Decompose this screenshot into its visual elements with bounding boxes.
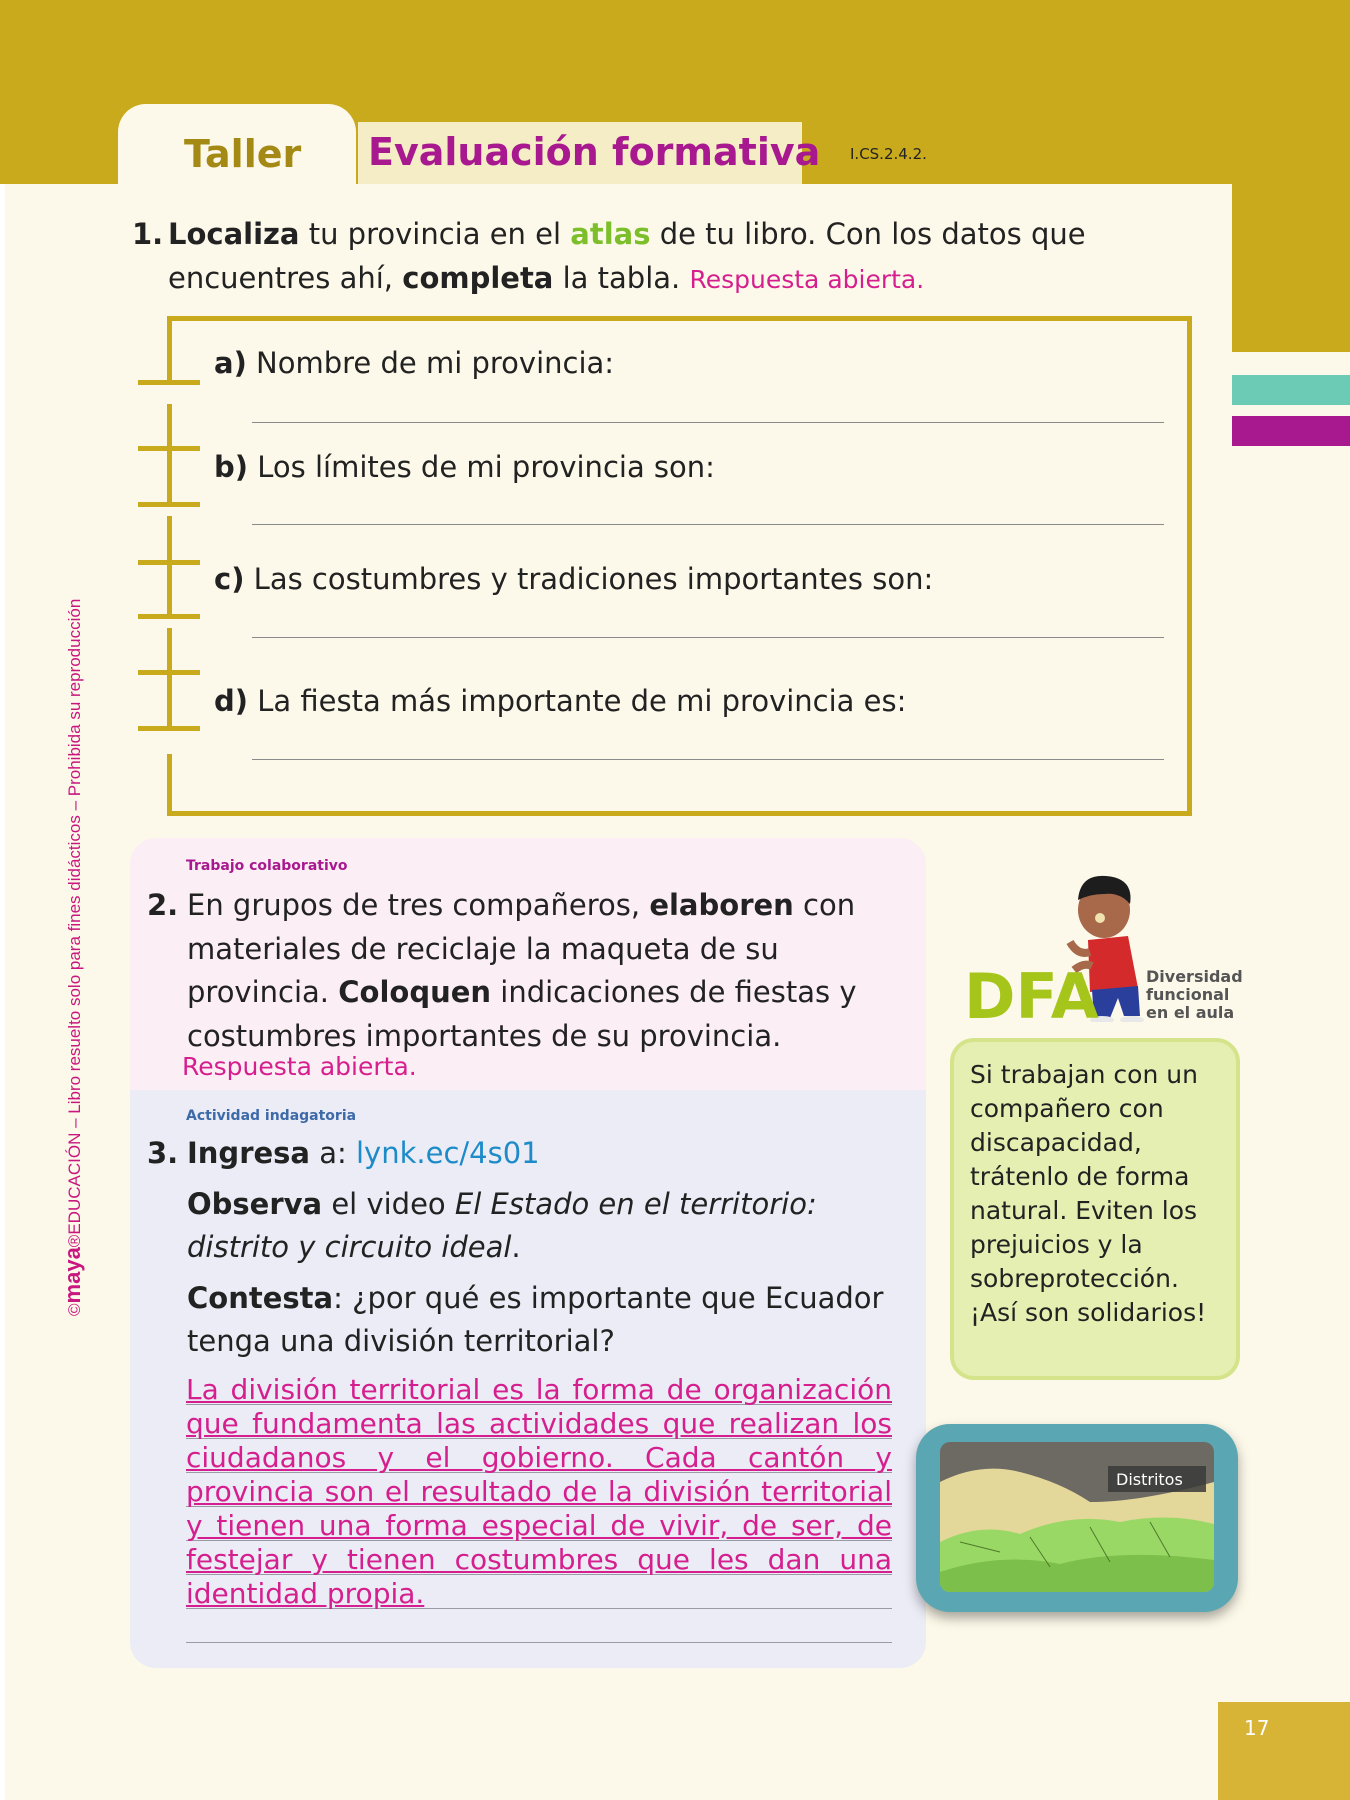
inquiry-label: Actividad indagatoria bbox=[186, 1108, 357, 1124]
child-shoe bbox=[1120, 1016, 1144, 1022]
indicator-code: I.CS.2.4.2. bbox=[850, 145, 927, 163]
binder-ring bbox=[138, 670, 200, 675]
dfa-tip-text: Si trabajan con un compañero con discapacidad, trátenlo de forma natural. Eviten los prejuicios y la sobreprotección. ¡Así son solidarios! bbox=[970, 1060, 1207, 1327]
q1-text-2: de tu libro. Con los datos que encuentres ahí, bbox=[168, 217, 1086, 295]
binder-ring bbox=[167, 628, 172, 726]
video-caption: Distritos bbox=[1116, 1470, 1183, 1489]
tab-taller bbox=[118, 104, 356, 184]
teal-stripe bbox=[1232, 375, 1350, 405]
item-text: Las costumbres y tradiciones importantes son: bbox=[253, 562, 934, 596]
q3-verb-observa: Observa bbox=[187, 1187, 323, 1221]
copyright-text: EDUCACIÓN – Libro resuelto solo para fines didácticos – Prohibida su reproducción bbox=[65, 598, 84, 1235]
tab-evaluacion-label: Evaluación formativa bbox=[368, 130, 821, 174]
video-title: El Estado en el territorio: distrito y circuito ideal bbox=[187, 1187, 817, 1264]
right-band bbox=[1232, 0, 1350, 352]
video-thumbnail[interactable] bbox=[916, 1424, 1238, 1612]
dfa-logo: DFA bbox=[964, 960, 1099, 1033]
q1-text-3: la tabla. bbox=[553, 261, 690, 295]
q2-text: En grupos de tres compañeros, bbox=[187, 888, 650, 922]
table-item-c bbox=[214, 562, 933, 596]
binder-ring bbox=[167, 316, 172, 380]
q1-atlas: atlas bbox=[570, 217, 651, 251]
item-text: Nombre de mi provincia: bbox=[256, 346, 615, 380]
binder-ring bbox=[167, 404, 172, 502]
page-edge bbox=[0, 0, 5, 1800]
binder-ring bbox=[138, 502, 200, 507]
child-arm bbox=[1070, 942, 1090, 953]
tab-taller-label: Taller bbox=[184, 132, 302, 176]
q2-verb-elaboren: elaboren bbox=[649, 888, 794, 922]
q2-verb-coloquen: Coloquen bbox=[338, 975, 492, 1009]
binder-ring bbox=[138, 726, 200, 731]
q1-answer: Respuesta abierta. bbox=[689, 265, 925, 294]
q2-text-3: indicaciones de fiestas y costumbres importantes de su provincia. bbox=[187, 975, 857, 1053]
dfa-subtitle bbox=[1146, 968, 1243, 1022]
q2-text-2: con materiales de reciclaje la maqueta de su provincia. bbox=[187, 888, 856, 1009]
answer-line[interactable] bbox=[252, 524, 1164, 525]
binder-ring bbox=[138, 446, 200, 451]
question-3 bbox=[147, 1132, 917, 1363]
collaborative-label: Trabajo colaborativo bbox=[186, 858, 348, 874]
item-letter: a) bbox=[214, 346, 247, 380]
hearing-aid-icon bbox=[1095, 913, 1105, 923]
table-item-d bbox=[214, 684, 906, 718]
dfa-tip-box bbox=[950, 1038, 1240, 1380]
q3-question: : ¿por qué es importante que Ecuador tenga una división territorial? bbox=[187, 1281, 884, 1358]
q3-text-period: . bbox=[511, 1230, 521, 1264]
video-screen bbox=[940, 1442, 1214, 1592]
item-text: La fiesta más importante de mi provincia es: bbox=[257, 684, 907, 718]
q3-verb-ingresa: Ingresa bbox=[187, 1136, 310, 1170]
q3-verb-contesta: Contesta bbox=[187, 1281, 334, 1315]
binder-ring bbox=[167, 516, 172, 614]
item-letter: d) bbox=[214, 684, 249, 718]
magenta-stripe bbox=[1232, 416, 1350, 446]
item-text: Los límites de mi provincia son: bbox=[257, 450, 715, 484]
q3-answer: La división territorial es la forma de organización que fundamenta las actividades que realizan los ciudadanos y el gobierno. Cada cantón y provincia son el resultado de la división territorial y tienen una forma especial de vivir, de ser, de festejar y tienen costumbres que les dan una identidad propia. bbox=[186, 1373, 892, 1610]
answer-line[interactable] bbox=[252, 759, 1164, 760]
question-2 bbox=[147, 884, 907, 1058]
dfa-subtitle-2: funcional bbox=[1146, 985, 1230, 1004]
q2-answer: Respuesta abierta. bbox=[182, 1052, 417, 1081]
table-item-b bbox=[214, 450, 715, 484]
q3-text-2: el video bbox=[322, 1187, 455, 1221]
item-letter: c) bbox=[214, 562, 245, 596]
answer-line[interactable] bbox=[252, 422, 1164, 423]
dfa-subtitle-3: en el aula bbox=[1146, 1003, 1235, 1022]
binder-ring bbox=[138, 380, 200, 385]
tab-evaluacion bbox=[358, 122, 821, 184]
q3-number: 3. bbox=[147, 1136, 179, 1170]
table-item-a bbox=[214, 346, 614, 380]
item-letter: b) bbox=[214, 450, 249, 484]
answer-line[interactable] bbox=[252, 637, 1164, 638]
binder-ring bbox=[138, 560, 200, 565]
q1-verb-localiza: Localiza bbox=[168, 217, 300, 251]
q2-number: 2. bbox=[147, 888, 179, 922]
binder-ring bbox=[167, 754, 172, 811]
binder-ring bbox=[138, 614, 200, 619]
q3-text: a: bbox=[310, 1136, 356, 1170]
q1-verb-completa: completa bbox=[402, 261, 554, 295]
map-illustration bbox=[940, 1442, 1214, 1592]
brand-name: maya bbox=[60, 1247, 85, 1304]
child-pants bbox=[1092, 986, 1140, 1018]
video-link[interactable]: lynk.ec/4s01 bbox=[355, 1136, 540, 1170]
page-number: 17 bbox=[1244, 1716, 1270, 1740]
page-number-box bbox=[1218, 1702, 1350, 1800]
q1-text: tu provincia en el bbox=[299, 217, 571, 251]
question-1 bbox=[132, 212, 1232, 302]
dfa-subtitle-1: Diversidad bbox=[1146, 967, 1243, 986]
copyright-note: ©maya®EDUCACIÓN – Libro resuelto solo para fines didácticos – Prohibida su reproducción bbox=[60, 598, 85, 1316]
answer-line bbox=[186, 1642, 892, 1643]
q1-number: 1. bbox=[132, 217, 164, 251]
